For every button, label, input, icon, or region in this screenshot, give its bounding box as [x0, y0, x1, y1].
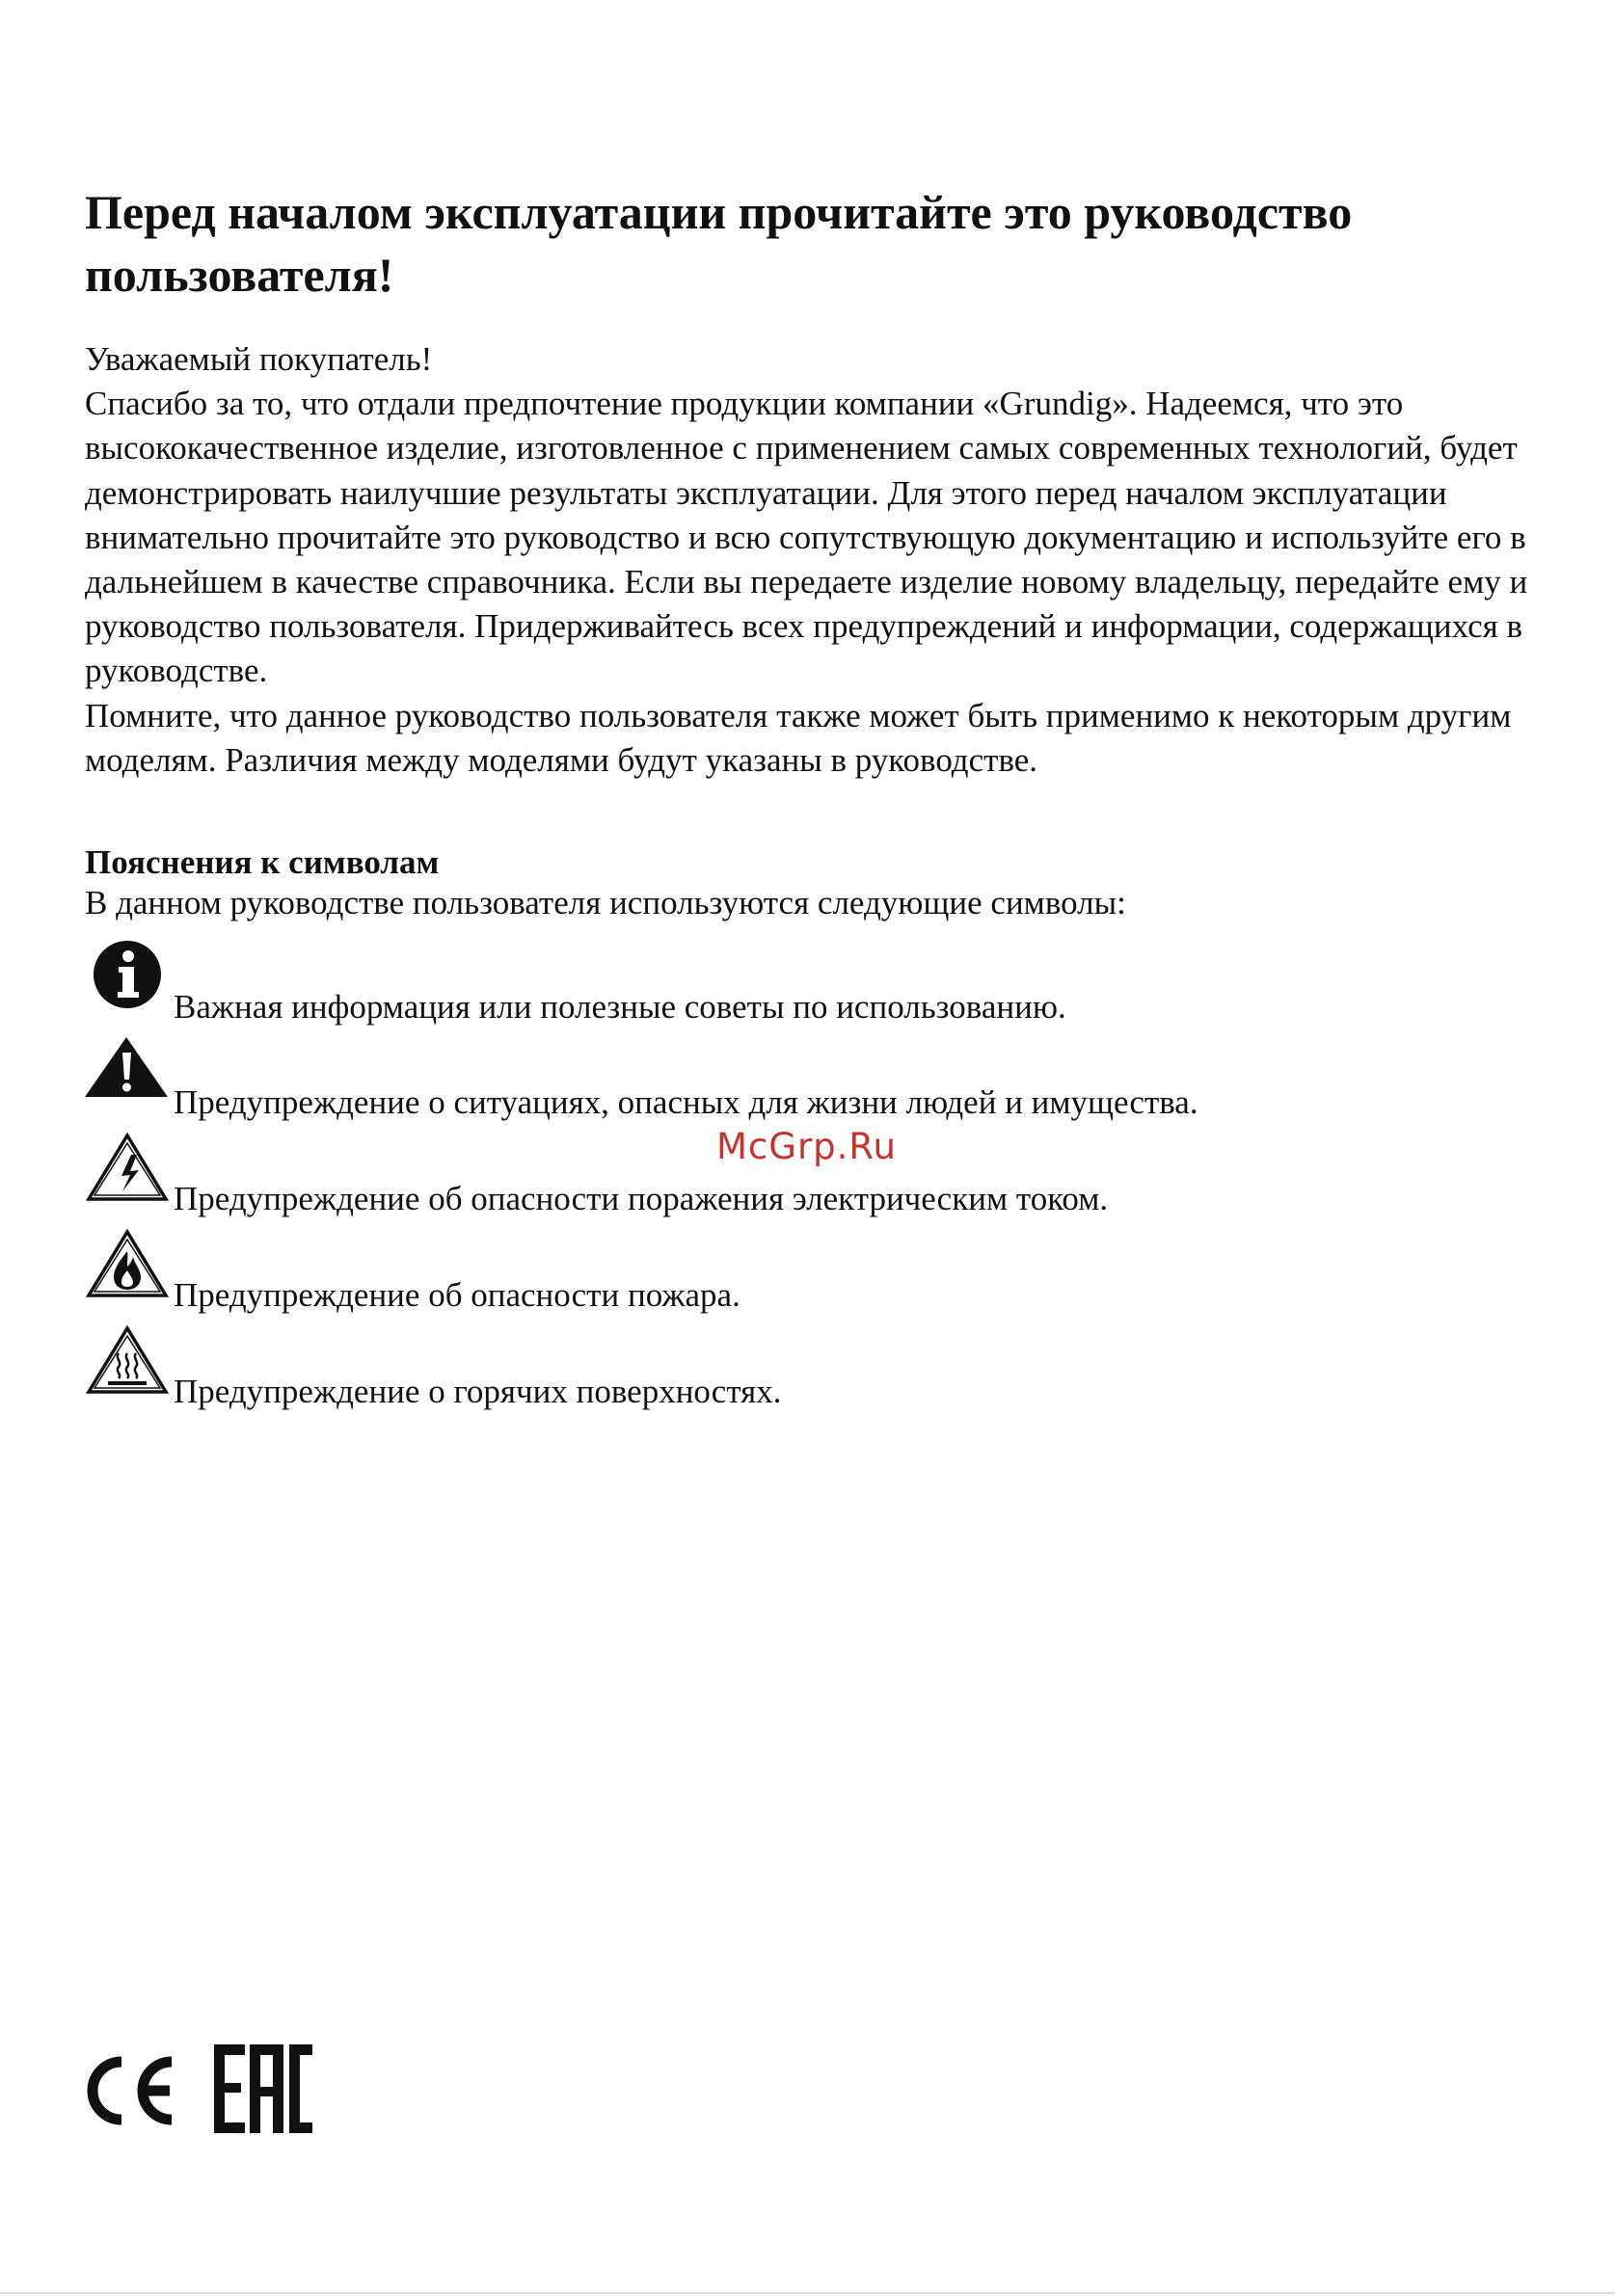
electric-shock-icon [85, 1132, 172, 1218]
symbol-description: Предупреждение об опасности пожара. [174, 1276, 740, 1314]
intro-paragraph: Спасибо за то, что отдали предпочтение продукции компании «Grundig». Надеемся, что это высококачественное изделие, изготовленное с применением самых современных технологий, будет демонстрировать наилучшие результаты эксплуатации. Для этого перед началом эксплуатации внимательно прочитайте это руководство и всю сопутствующую документацию и используйте его в дальнейшем в качестве справочника. Если вы передаете изделие новому владельцу, передайте ему и руководство пользователя. Придерживайтесь всех предупреждений и информации, содержащихся в руководстве. [85, 385, 1528, 690]
symbol-row-info [85, 940, 1531, 1028]
warning-icon [85, 1035, 172, 1122]
watermark: McGrp.Ru [716, 1126, 897, 1167]
info-icon [85, 940, 172, 1027]
symbol-row-warning [85, 1035, 1531, 1124]
intro-text [85, 337, 1570, 783]
symbol-description: Важная информация или полезные советы по использованию. [174, 988, 1066, 1026]
page-bottom-edge [0, 2292, 1615, 2294]
certification-marks [85, 2039, 316, 2135]
ce-mark [93, 2062, 172, 2120]
hot-surface-icon [85, 1324, 172, 1411]
eac-mark [214, 2044, 312, 2133]
page-title: Перед началом эксплуатации прочитайте это руководство пользователя! [85, 185, 1353, 302]
greeting: Уважаемый покупатель! [85, 340, 433, 378]
symbol-row-fire [85, 1228, 1531, 1317]
symbol-description: Предупреждение об опасности поражения электрическим током. [174, 1180, 1109, 1217]
symbol-row-hot-surface [85, 1324, 1531, 1413]
models-note-paragraph: Помните, что данное руководство пользователя также может быть применимо к некоторым другим моделям. Различия между моделями будут указаны в руководстве. [85, 696, 1512, 779]
symbol-description: Предупреждение о горячих поверхностях. [174, 1373, 782, 1410]
symbols-intro: В данном руководстве пользователя используются следующие символы: [85, 884, 1126, 921]
fire-hazard-icon [85, 1228, 172, 1315]
symbol-description: Предупреждение о ситуациях, опасных для жизни людей и имущества. [174, 1083, 1198, 1121]
symbols-heading: Пояснения к символам [85, 843, 440, 881]
